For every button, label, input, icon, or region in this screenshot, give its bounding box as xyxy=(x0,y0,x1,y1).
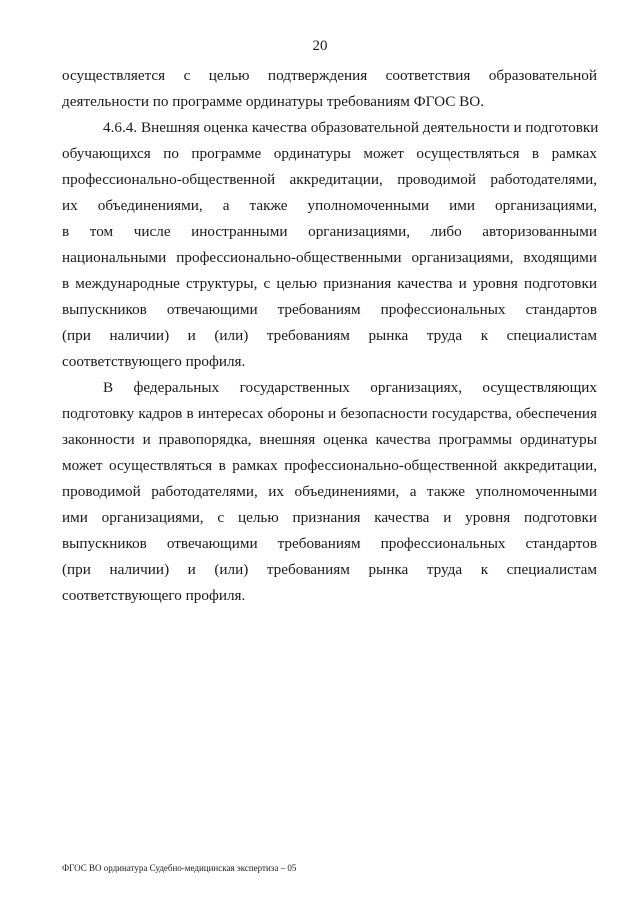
paragraph-2-line-1: 4.6.4. Внешняя оценка качества образовательной деятельности и подготовки xyxy=(103,119,599,136)
paragraph-2-line-8: выпускников отвечающими требованиям профессиональных стандартов xyxy=(62,301,597,318)
paragraph-3-line-2: подготовку кадров в интересах обороны и безопасности государства, обеспечения xyxy=(62,405,597,422)
paragraph-2-line-7: в международные структуры, с целью признания качества и уровня подготовки xyxy=(62,275,597,292)
paragraph-3-line-3: законности и правопорядка, внешняя оценка качества программы ординатуры xyxy=(62,431,597,448)
paragraph-2-line-9: (при наличии) и (или) требованиям рынка труда к специалистам xyxy=(62,327,597,344)
paragraph-2-line-6: национальными профессионально-общественными организациями, входящими xyxy=(62,249,597,266)
paragraph-3-line-5: проводимой работодателями, их объединениями, а также уполномоченными xyxy=(62,483,597,500)
paragraph-3-line-7: выпускников отвечающими требованиям профессиональных стандартов xyxy=(62,535,597,552)
paragraph-2-line-3: профессионально-общественной аккредитации, проводимой работодателями, xyxy=(62,171,597,188)
paragraph-3-line-8: (при наличии) и (или) требованиям рынка труда к специалистам xyxy=(62,561,597,578)
paragraph-3-line-4: может осуществляться в рамках профессионально-общественной аккредитации, xyxy=(62,457,597,474)
footer-text: ФГОС ВО ординатура Судебно-медицинская экспертиза – 05 xyxy=(62,863,297,873)
paragraph-1-line-2: деятельности по программе ординатуры требованиям ФГОС ВО. xyxy=(62,93,485,110)
paragraph-2-line-10: соответствующего профиля. xyxy=(62,353,246,370)
paragraph-2-line-2: обучающихся по программе ординатуры может осуществляться в рамках xyxy=(62,145,597,162)
paragraph-1-line-1: осуществляется с целью подтверждения соответствия образовательной xyxy=(62,67,597,84)
paragraph-3-line-6: ими организациями, с целью признания качества и уровня подготовки xyxy=(62,509,597,526)
paragraph-2-line-5: в том числе иностранными организациями, либо авторизованными xyxy=(62,223,597,240)
paragraph-2-line-4: их объединениями, а также уполномоченными ими организациями, xyxy=(62,197,597,214)
paragraph-3-line-9: соответствующего профиля. xyxy=(62,587,246,604)
paragraph-3-line-1: В федеральных государственных организациях, осуществляющих xyxy=(103,379,597,396)
page-number: 20 xyxy=(312,38,328,54)
